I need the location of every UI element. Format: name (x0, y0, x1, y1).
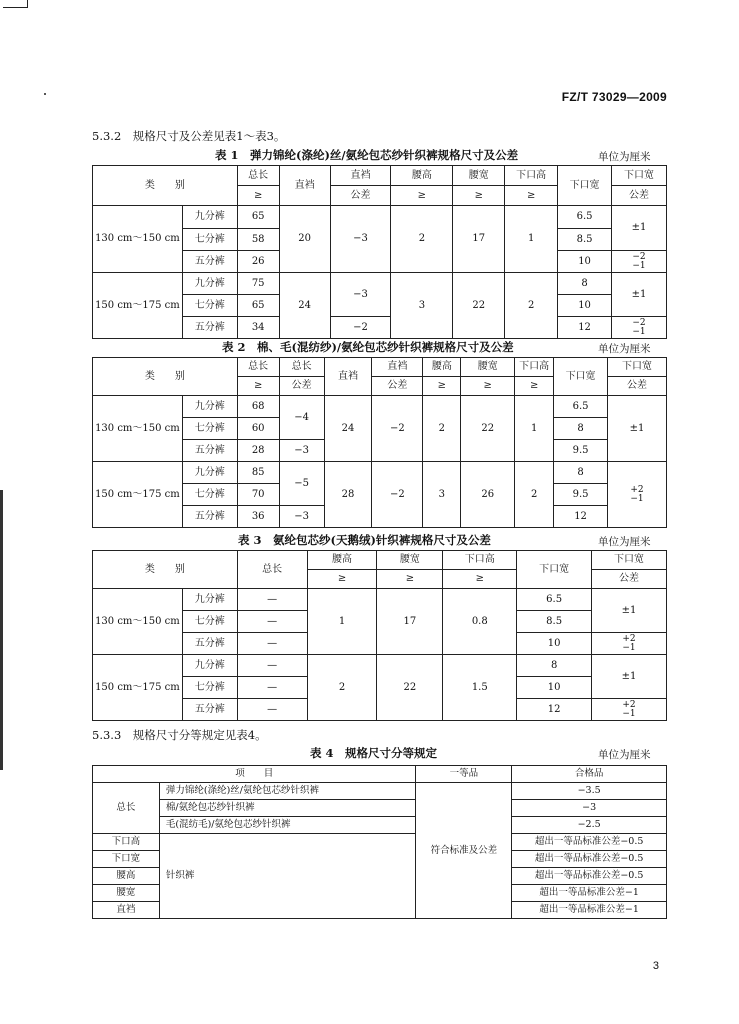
t1-hem-w: 8.5 (558, 229, 612, 251)
t3-h-total: 总长 (237, 551, 307, 589)
t2-hem-w: 9.5 (554, 484, 608, 506)
t2-crotch: 28 (324, 462, 372, 528)
t2-total: 28 (237, 440, 279, 462)
t1-total: 65 (237, 206, 279, 229)
t1-h-ge: ≥ (505, 186, 558, 206)
t2-total: 85 (237, 462, 279, 484)
t2-hem-w: 8 (554, 418, 608, 440)
t2-total: 70 (237, 484, 279, 506)
t1-total: 26 (237, 251, 279, 273)
t4-h-item: 项 目 (93, 766, 416, 783)
t2-h-crotch-tol-b: 公差 (372, 377, 423, 396)
t3-h-category: 类 别 (93, 551, 238, 589)
t3-total: — (237, 655, 307, 677)
table4 (92, 765, 667, 919)
table2-title: 表 2 棉、毛(混纺纱)/氨纶包芯纱针织裤规格尺寸及公差 (222, 340, 514, 354)
t1-hem-tol: ±1 (612, 273, 667, 317)
t3-type: 七分裤 (182, 611, 237, 633)
t3-h-hem-tol-a: 下口宽 (592, 551, 667, 570)
t3-total: — (237, 589, 307, 611)
t2-range: 150 cm～175 cm (93, 462, 183, 528)
t2-total-tol: −3 (279, 440, 324, 462)
t3-total: — (237, 699, 307, 721)
t2-h-ge: ≥ (423, 377, 461, 396)
scan-dot (44, 93, 46, 95)
table2 (92, 357, 667, 528)
t2-hem-w: 9.5 (554, 440, 608, 462)
t1-hem-h: 1 (505, 206, 558, 273)
t1-total: 34 (237, 317, 279, 339)
t1-waist-h: 3 (391, 273, 453, 339)
t3-type: 五分裤 (182, 699, 237, 721)
t2-h-total: 总长 (237, 358, 279, 377)
t1-type: 九分裤 (182, 206, 237, 229)
t2-total: 36 (237, 506, 279, 528)
t4-item: 下口高 (93, 834, 160, 851)
t4-item: 直裆 (93, 902, 160, 919)
t1-range: 150 cm～175 cm (93, 273, 183, 339)
t1-hem-tol-range: −2 −1 (612, 317, 667, 339)
t3-hem-h: 1.5 (443, 655, 517, 721)
t4-product: 弹力锦纶(涤纶)丝/氨纶包芯纱针织裤 (159, 783, 416, 800)
t3-total: — (237, 611, 307, 633)
t2-h-ge: ≥ (237, 377, 279, 396)
t2-crotch-tol: −2 (372, 396, 423, 462)
t3-waist-h: 1 (307, 589, 377, 655)
t1-crotch-tol: −2 (330, 317, 391, 339)
t1-h-hem-tol-b: 公差 (612, 186, 667, 206)
t3-h-waist-w: 腰宽 (377, 551, 443, 570)
t4-qualified-value: 超出一等品标准公差−1 (512, 902, 667, 919)
t4-qualified-value: 超出一等品标准公差−0.5 (512, 851, 667, 868)
t1-h-crotch-tol-a: 直裆 (330, 166, 391, 186)
t1-type: 五分裤 (182, 251, 237, 273)
t3-hem-w: 6.5 (517, 589, 592, 611)
t3-h-hem-h: 下口高 (443, 551, 517, 570)
t1-h-waist-h: 腰高 (391, 166, 453, 186)
t2-waist-h: 3 (423, 462, 461, 528)
t1-waist-w: 22 (453, 273, 505, 339)
t4-product: 毛(混纺毛)/氨纶包芯纱针织裤 (159, 817, 416, 834)
t2-hem-w: 12 (554, 506, 608, 528)
section-5-3-2: 5.3.2 规格尺寸及公差见表1～表3。 (92, 129, 286, 143)
t3-h-ge: ≥ (377, 570, 443, 589)
t1-h-hem-tol-a: 下口宽 (612, 166, 667, 186)
t2-h-waist-h: 腰高 (423, 358, 461, 377)
t4-product-label: 针织裤 (159, 834, 416, 919)
t1-type: 九分裤 (182, 273, 237, 295)
t2-total-tol: −5 (279, 462, 324, 506)
t2-h-waist-w: 腰宽 (461, 358, 515, 377)
t1-waist-h: 2 (391, 206, 453, 273)
t2-total: 60 (237, 418, 279, 440)
table4-title: 表 4 规格尺寸分等规定 (310, 746, 438, 760)
t2-type: 九分裤 (182, 462, 237, 484)
t2-h-category: 类 别 (93, 358, 238, 396)
t2-crotch-tol: −2 (372, 462, 423, 528)
t1-crotch: 24 (279, 273, 330, 339)
t4-qualified-value: 超出一等品标准公差−0.5 (512, 834, 667, 851)
t2-hem-w: 8 (554, 462, 608, 484)
t2-waist-h: 2 (423, 396, 461, 462)
t2-h-hem-h: 下口高 (515, 358, 554, 377)
t2-hem-h: 2 (515, 462, 554, 528)
t1-hem-tol: ±1 (612, 206, 667, 251)
t3-range: 150 cm～175 cm (93, 655, 183, 721)
t3-h-hem-w: 下口宽 (517, 551, 592, 589)
t1-total: 65 (237, 295, 279, 317)
t1-h-waist-w: 腰宽 (453, 166, 505, 186)
t3-hem-tol-range: +2 −1 (592, 633, 667, 655)
t3-range: 130 cm～150 cm (93, 589, 183, 655)
t3-hem-w: 10 (517, 677, 592, 699)
t1-hem-w: 12 (558, 317, 612, 339)
t2-waist-w: 22 (461, 396, 515, 462)
table1-title: 表 1 弹力锦纶(涤纶)丝/氨纶包芯纱针织裤规格尺寸及公差 (215, 148, 519, 162)
t1-crotch-tol: −3 (330, 206, 391, 273)
t3-waist-w: 17 (377, 589, 443, 655)
section-5-3-3: 5.3.3 规格尺寸分等规定见表4。 (92, 728, 267, 742)
t1-hem-h: 2 (505, 273, 558, 339)
t4-qualified-value: −3 (512, 800, 667, 817)
t1-range: 130 cm～150 cm (93, 206, 183, 273)
t1-type: 五分裤 (182, 317, 237, 339)
t3-waist-h: 2 (307, 655, 377, 721)
t1-waist-w: 17 (453, 206, 505, 273)
t1-crotch-tol: −3 (330, 273, 391, 317)
t1-h-hem-h: 下口高 (505, 166, 558, 186)
t3-h-ge: ≥ (443, 570, 517, 589)
t3-hem-tol: ±1 (592, 589, 667, 633)
t3-type: 五分裤 (182, 633, 237, 655)
t2-hem-h: 1 (515, 396, 554, 462)
t1-h-ge: ≥ (453, 186, 505, 206)
t2-type: 五分裤 (182, 440, 237, 462)
t3-waist-w: 22 (377, 655, 443, 721)
t3-hem-h: 0.8 (443, 589, 517, 655)
t1-total: 75 (237, 273, 279, 295)
t1-h-category: 类 别 (93, 166, 238, 206)
t3-h-hem-tol-b: 公差 (592, 570, 667, 589)
t2-type: 五分裤 (182, 506, 237, 528)
t4-item: 腰宽 (93, 885, 160, 902)
t2-waist-w: 26 (461, 462, 515, 528)
t3-hem-tol: ±1 (592, 655, 667, 699)
t2-h-crotch: 直裆 (324, 358, 372, 396)
t1-h-ge: ≥ (391, 186, 453, 206)
t1-total: 58 (237, 229, 279, 251)
t4-h-qualified: 合格品 (512, 766, 667, 783)
t1-h-hem-w: 下口宽 (558, 166, 612, 206)
t4-h-first: 一等品 (416, 766, 512, 783)
t2-hem-tol-range: +2 −1 (608, 462, 667, 528)
table1 (92, 165, 667, 339)
t3-hem-w: 8.5 (517, 611, 592, 633)
t3-hem-w: 10 (517, 633, 592, 655)
t3-hem-tol-range: +2 −1 (592, 699, 667, 721)
t1-hem-w: 8 (558, 273, 612, 295)
corner-mark (3, 0, 28, 8)
t2-total-tol: −3 (279, 506, 324, 528)
t4-first-value: 符合标准及公差 (416, 783, 512, 919)
t2-range: 130 cm～150 cm (93, 396, 183, 462)
t1-h-crotch: 直裆 (279, 166, 330, 206)
t2-type: 七分裤 (182, 418, 237, 440)
table4-unit: 单位为厘米 (598, 749, 651, 761)
t1-h-crotch-tol-b: 公差 (330, 186, 391, 206)
standard-number: FZ/T 73029—2009 (561, 90, 667, 104)
t2-hem-tol: ±1 (608, 396, 667, 462)
t4-item: 下口宽 (93, 851, 160, 868)
t2-h-hem-w: 下口宽 (554, 358, 608, 396)
t3-h-waist-h: 腰高 (307, 551, 377, 570)
t3-type: 九分裤 (182, 589, 237, 611)
t1-h-ge: ≥ (237, 186, 279, 206)
t4-qualified-value: −2.5 (512, 817, 667, 834)
t1-crotch: 20 (279, 206, 330, 273)
t2-crotch: 24 (324, 396, 372, 462)
table2-unit: 单位为厘米 (598, 343, 651, 355)
t3-type: 七分裤 (182, 677, 237, 699)
t2-total-tol: −4 (279, 396, 324, 440)
t3-h-ge: ≥ (307, 570, 377, 589)
t1-h-total: 总长 (237, 166, 279, 186)
table1-unit: 单位为厘米 (598, 151, 651, 163)
t2-type: 七分裤 (182, 484, 237, 506)
t4-qualified-value: 超出一等品标准公差−1 (512, 885, 667, 902)
t3-hem-w: 8 (517, 655, 592, 677)
t4-total-label: 总长 (93, 783, 160, 834)
t3-type: 九分裤 (182, 655, 237, 677)
t2-h-crotch-tol-a: 直裆 (372, 358, 423, 377)
table3-unit: 单位为厘米 (598, 536, 651, 548)
t2-h-total-tol-b: 公差 (279, 377, 324, 396)
t4-qualified-value: −3.5 (512, 783, 667, 800)
t1-type: 七分裤 (182, 295, 237, 317)
t1-hem-tol-range: −2 −1 (612, 251, 667, 273)
t3-hem-w: 12 (517, 699, 592, 721)
t2-h-ge: ≥ (461, 377, 515, 396)
table3-title: 表 3 氨纶包芯纱(天鹅绒)针织裤规格尺寸及公差 (238, 533, 491, 547)
t1-hem-w: 10 (558, 251, 612, 273)
t3-total: — (237, 633, 307, 655)
t1-hem-w: 6.5 (558, 206, 612, 229)
t3-total: — (237, 677, 307, 699)
t2-h-total-tol-a: 总长 (279, 358, 324, 377)
t2-h-ge: ≥ (515, 377, 554, 396)
t1-type: 七分裤 (182, 229, 237, 251)
t2-h-hem-tol-a: 下口宽 (608, 358, 667, 377)
t2-type: 九分裤 (182, 396, 237, 418)
table3 (92, 550, 667, 721)
t4-product: 棉/氨纶包芯纱针织裤 (159, 800, 416, 817)
t2-total: 68 (237, 396, 279, 418)
t2-hem-w: 6.5 (554, 396, 608, 418)
binding-edge (0, 490, 3, 770)
t1-hem-w: 10 (558, 295, 612, 317)
t4-qualified-value: 超出一等品标准公差−0.5 (512, 868, 667, 885)
t4-item: 腰高 (93, 868, 160, 885)
page-number: 3 (652, 960, 659, 972)
t2-h-hem-tol-b: 公差 (608, 377, 667, 396)
